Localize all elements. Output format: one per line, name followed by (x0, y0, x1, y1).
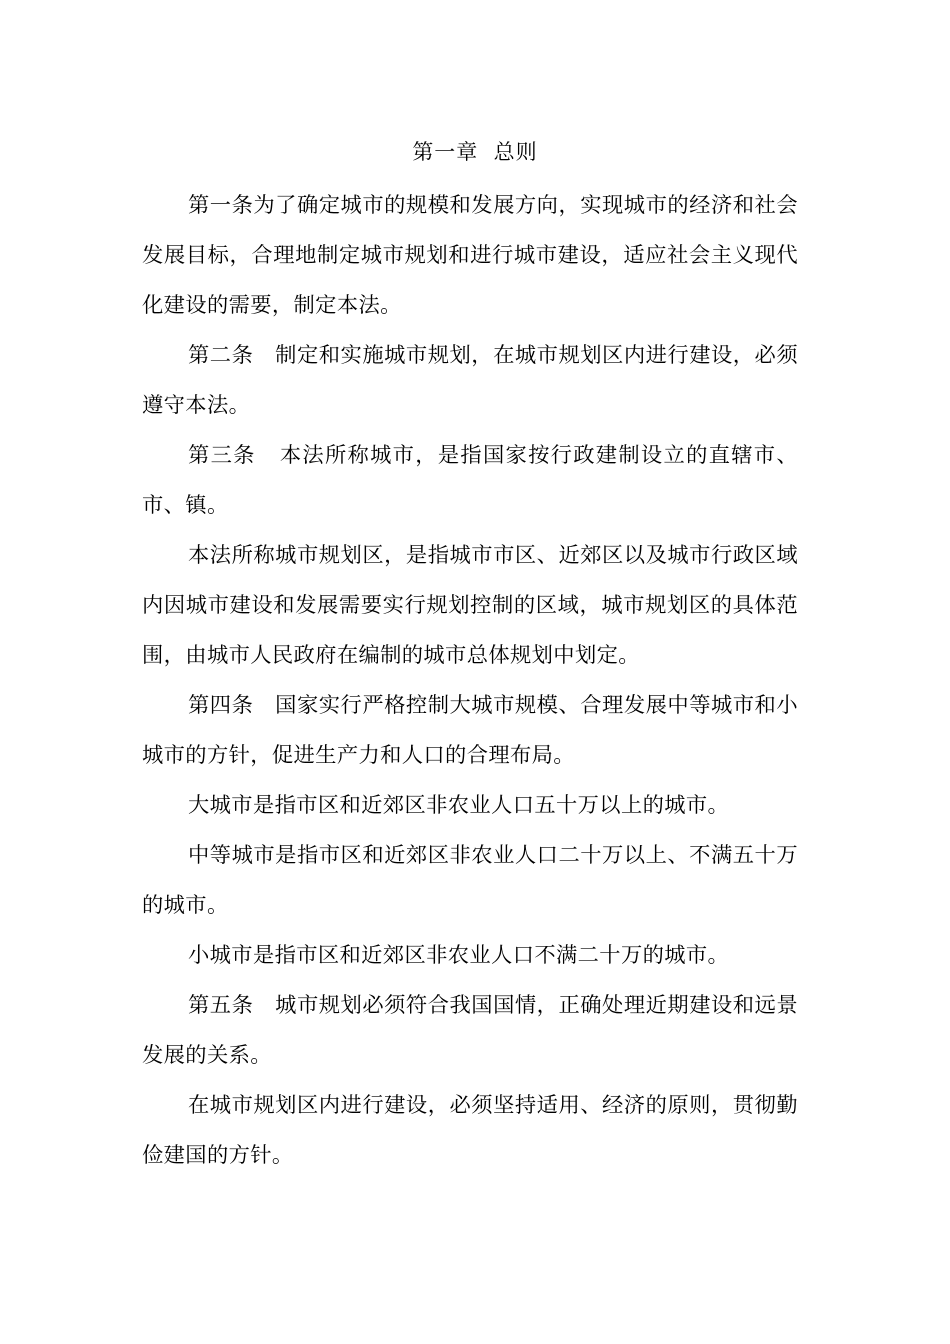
document-body (142, 181, 798, 1181)
article-4-paragraph: 第四条 国家实行严格控制大城市规模、合理发展中等城市和小城市的方针，促进生产力和人口的合理布局。 (142, 693, 798, 768)
chapter-title: 第一章 总则 (412, 140, 538, 164)
article-3-planning-area-paragraph: 本法所称城市规划区，是指城市市区、近郊区以及城市行政区域内因城市建设和发展需要实行规划控制的区域，城市规划区的具体范围，由城市人民政府在编制的城市总体规划中划定。 (142, 543, 798, 668)
article-1-paragraph: 第一条为了确定城市的规模和发展方向，实现城市的经济和社会发展目标，合理地制定城市规划和进行城市建设，适应社会主义现代化建设的需要，制定本法。 (142, 193, 798, 318)
medium-city-definition-paragraph: 中等城市是指市区和近郊区非农业人口二十万以上、不满五十万的城市。 (142, 843, 798, 918)
article-3-paragraph: 第三条 本法所称城市，是指国家按行政建制设立的直辖市、市、镇。 (142, 443, 798, 518)
large-city-definition-paragraph: 大城市是指市区和近郊区非农业人口五十万以上的城市。 (188, 793, 730, 818)
article-5-construction-principle-paragraph: 在城市规划区内进行建设，必须坚持适用、经济的原则，贯彻勤俭建国的方针。 (142, 1093, 798, 1168)
article-5-paragraph: 第五条 城市规划必须符合我国国情，正确处理近期建设和远景发展的关系。 (142, 993, 798, 1068)
article-2-paragraph: 第二条 制定和实施城市规划，在城市规划区内进行建设，必须遵守本法。 (142, 343, 798, 418)
small-city-definition-paragraph: 小城市是指市区和近郊区非农业人口不满二十万的城市。 (188, 943, 730, 968)
